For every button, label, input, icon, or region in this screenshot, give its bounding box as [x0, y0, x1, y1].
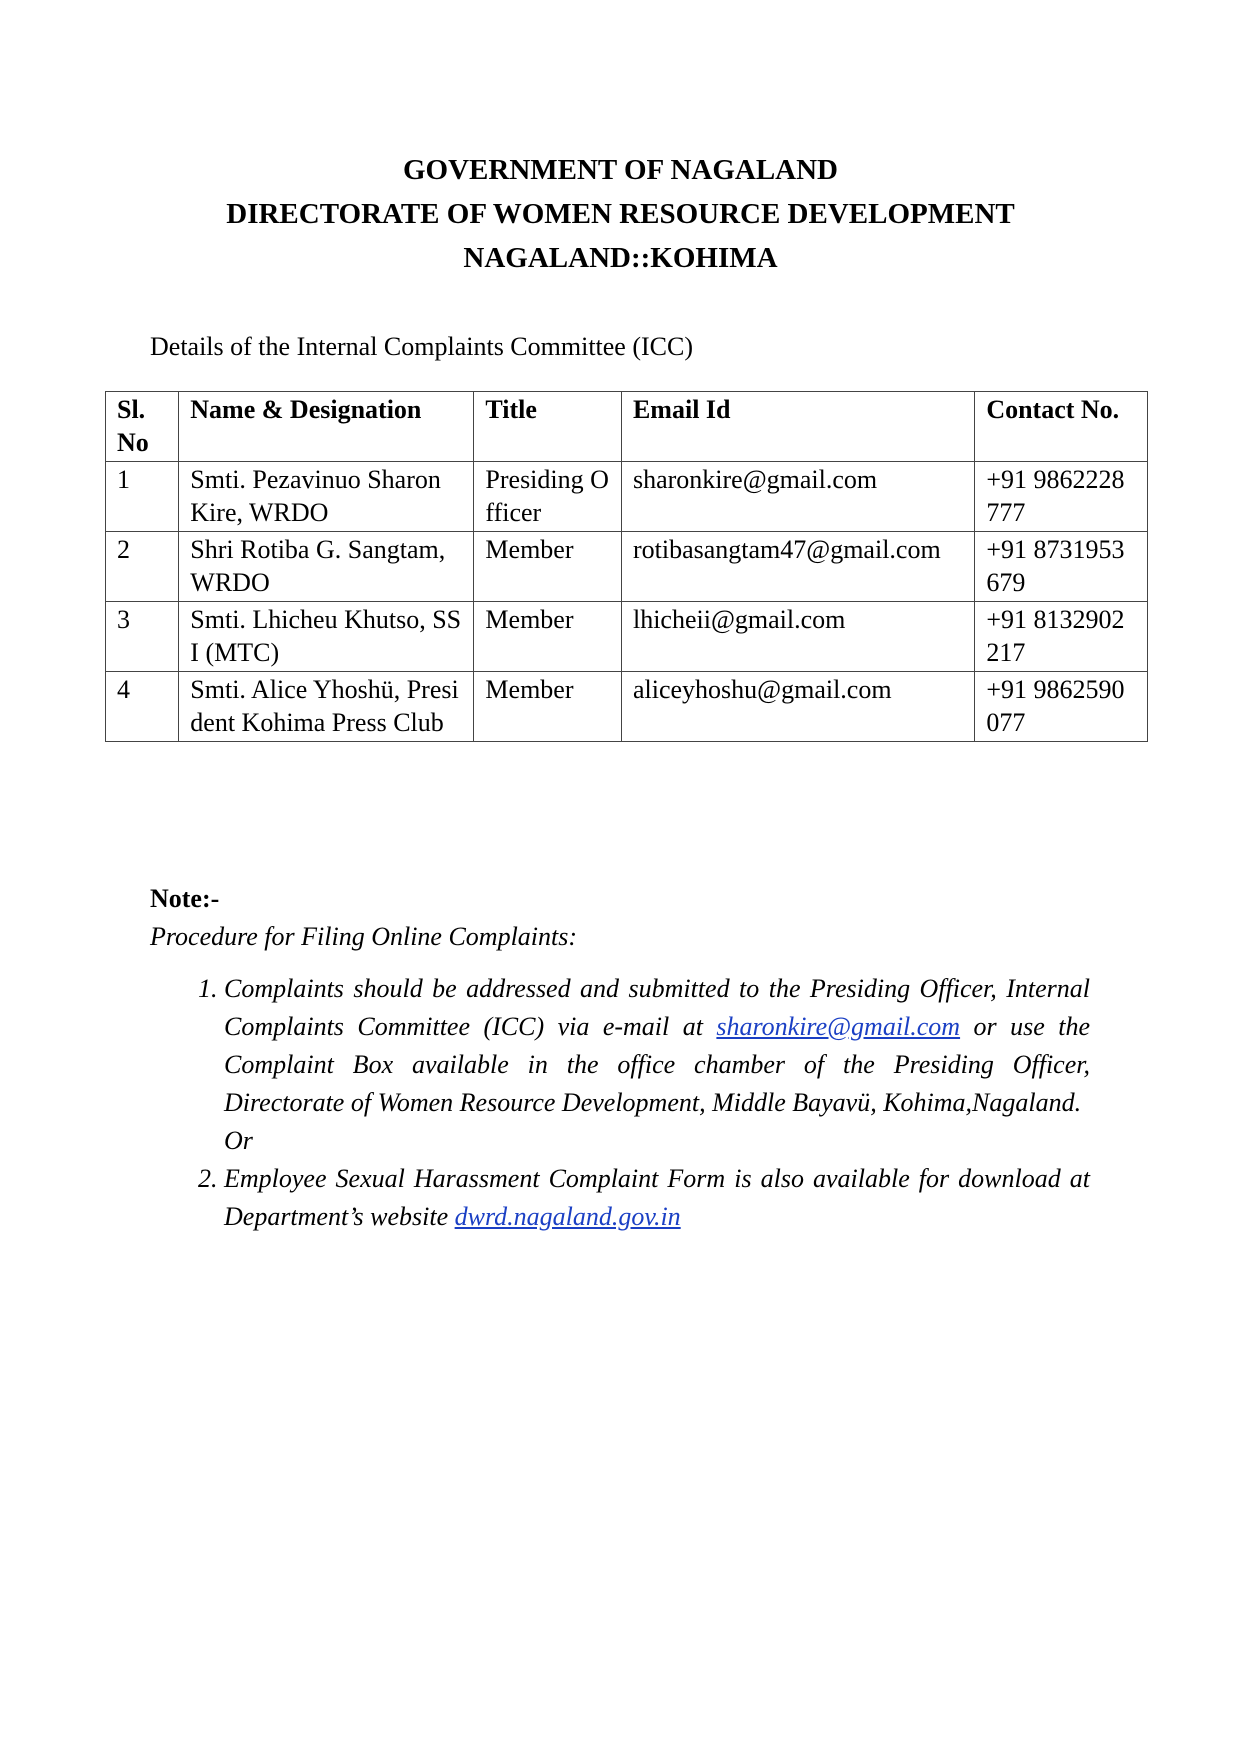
- or-separator: Or: [224, 1126, 253, 1155]
- step1-text: Complaints should be addressed and submitted to the Presiding Officer, Internal Complaints Committee (ICC) via e-mail at: [224, 974, 1090, 1041]
- header-government: GOVERNMENT OF NAGALAND: [402, 154, 838, 186]
- cell-title: Member: [474, 672, 622, 742]
- cell-email: rotibasangtam47@gmail.com: [621, 532, 974, 602]
- cell-email: sharonkire@gmail.com: [621, 462, 974, 532]
- header-title: Title: [474, 392, 622, 462]
- step1-text-continued: or use the Complaint Box available in the office chamber of the Presiding Officer, Directorate of Women Resource Development, Middle Bayavü, Kohima,Nagaland.: [224, 1012, 1090, 1117]
- cell-title: Member: [474, 532, 622, 602]
- procedure-list: [150, 970, 1090, 1236]
- intro-text: Details of the Internal Complaints Committee (ICC): [150, 332, 694, 361]
- header-email: Email Id: [621, 392, 974, 462]
- note-title: Note:-: [150, 884, 220, 913]
- header-contact: Contact No.: [975, 392, 1148, 462]
- header-sl-no: Sl. No: [106, 392, 179, 462]
- procedure-step-1: [224, 970, 1090, 1122]
- note-section: [150, 880, 1090, 1236]
- cell-name: Shri Rotiba G. Sangtam, WRDO: [179, 532, 474, 602]
- header-name-designation: Name & Designation: [179, 392, 474, 462]
- presiding-officer-email-link[interactable]: sharonkire@gmail.com: [716, 1012, 961, 1041]
- step2-text: Employee Sexual Harassment Complaint Form is also available for download at Department’s website: [224, 1164, 1090, 1231]
- icc-table: [105, 391, 1148, 742]
- cell-name: Smti. Alice Yhoshü, President Kohima Press Club: [179, 672, 474, 742]
- procedure-step-2: [224, 1160, 1090, 1236]
- cell-name: Smti. Lhicheu Khutso, SSI (MTC): [179, 602, 474, 672]
- cell-email: aliceyhoshu@gmail.com: [621, 672, 974, 742]
- header-directorate: DIRECTORATE OF WOMEN RESOURCE DEVELOPMENT: [226, 198, 1015, 230]
- cell-sl: 3: [106, 602, 179, 672]
- document-header: [0, 148, 1241, 280]
- table-row: [106, 462, 1148, 532]
- table-row: [106, 532, 1148, 602]
- cell-sl: 2: [106, 532, 179, 602]
- table-row: [106, 672, 1148, 742]
- cell-contact: +91 9862590077: [975, 672, 1148, 742]
- header-location: NAGALAND::KOHIMA: [463, 242, 778, 274]
- cell-title: Presiding Officer: [474, 462, 622, 532]
- table-row: [106, 602, 1148, 672]
- cell-contact: +91 8132902217: [975, 602, 1148, 672]
- cell-name: Smti. Pezavinuo Sharon Kire, WRDO: [179, 462, 474, 532]
- department-website-link[interactable]: dwrd.nagaland.gov.in: [454, 1202, 681, 1231]
- cell-email: lhicheii@gmail.com: [621, 602, 974, 672]
- cell-sl: 4: [106, 672, 179, 742]
- table-header-row: [106, 392, 1148, 462]
- cell-title: Member: [474, 602, 622, 672]
- note-subtitle: Procedure for Filing Online Complaints:: [150, 922, 578, 951]
- cell-contact: +91 9862228777: [975, 462, 1148, 532]
- cell-contact: +91 8731953679: [975, 532, 1148, 602]
- cell-sl: 1: [106, 462, 179, 532]
